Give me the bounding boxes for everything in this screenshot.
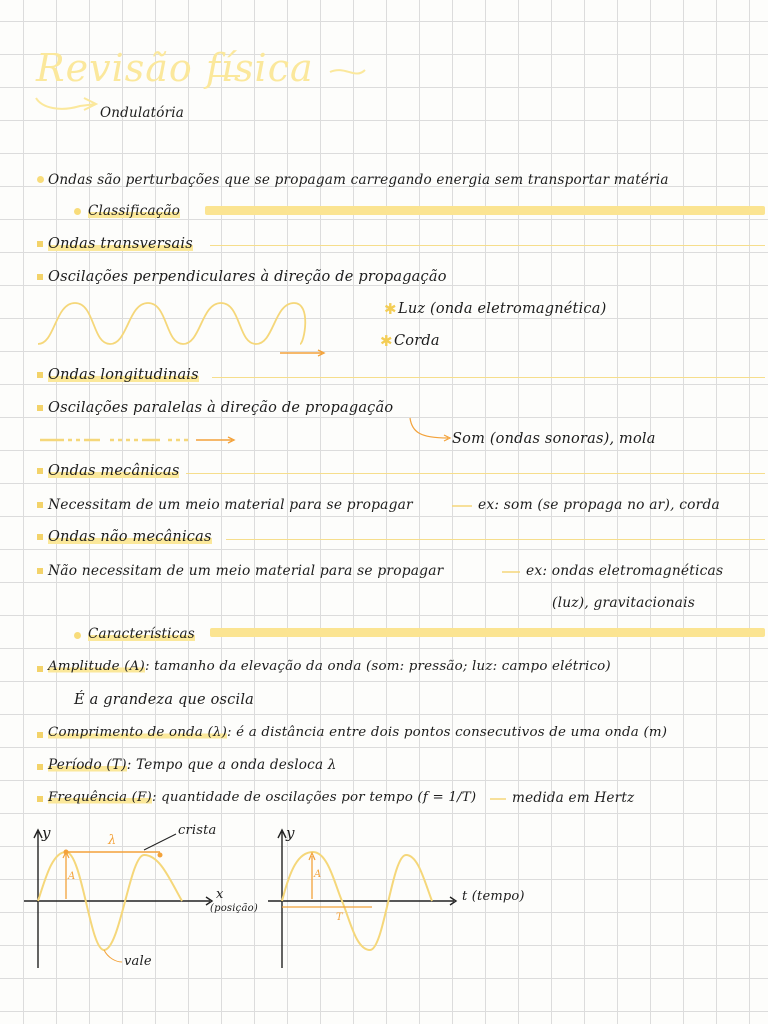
- example-som-mola: Som (ondas sonoras), mola: [452, 431, 656, 447]
- frequencia-label: Frequência (F): [48, 790, 152, 805]
- heading-rule: [226, 539, 765, 540]
- graph2-y-label: y: [286, 824, 295, 842]
- heading-nao-mecanicas: Ondas não mecânicas: [48, 529, 212, 545]
- periodo-label: Período (T): [48, 757, 127, 773]
- bullet: [37, 502, 43, 508]
- frequencia-desc: : quantidade de oscilações por tempo (f = 1/T): [151, 790, 477, 805]
- bullet: [74, 208, 81, 215]
- graph1-amp-label: A: [68, 871, 76, 882]
- comprimento-label: Comprimento de onda (λ): [48, 725, 227, 740]
- periodo-line: [48, 756, 337, 774]
- subtitle: Ondulatória: [100, 105, 185, 121]
- mecanicas-desc: Necessitam de um meio material para se propagar: [48, 497, 413, 513]
- nao-mecanicas-example-2: (luz), gravitacionais: [552, 595, 695, 611]
- heading-transversais: Ondas transversais: [48, 236, 193, 252]
- graph2-x-label: t (tempo): [462, 889, 525, 904]
- bullet: [37, 241, 43, 247]
- graph2-amp-label: A: [314, 869, 322, 880]
- bullet: [37, 274, 43, 280]
- example-luz: Luz (onda eletromagnética): [398, 301, 607, 317]
- graph1-vale-label: vale: [124, 954, 152, 969]
- section-caracteristicas: Características: [88, 626, 195, 642]
- nao-mecanicas-example-1: ex: ondas eletromagnéticas: [526, 563, 724, 579]
- heading-mecanicas: Ondas mecânicas: [48, 463, 180, 479]
- heading-longitudinais: Ondas longitudinais: [48, 367, 199, 383]
- bullet: [37, 468, 43, 474]
- bullet: [37, 372, 43, 378]
- section-bar: [205, 206, 765, 215]
- amplitude-note: É a grandeza que oscila: [74, 692, 255, 708]
- star-icon: ✱: [384, 300, 397, 318]
- mecanicas-example: ex: som (se propaga no ar), corda: [478, 497, 720, 513]
- longitudinais-desc: Oscilações paralelas à direção de propagação: [48, 400, 394, 416]
- bullet: [37, 796, 43, 802]
- graph1-crista-label: crista: [178, 823, 217, 838]
- section-bar: [210, 628, 765, 637]
- amplitude-desc: : tamanho da elevação da onda (som: pressão; luz: campo elétrico): [144, 659, 611, 674]
- bullet: [37, 176, 44, 183]
- periodo-desc: : Tempo que a onda desloca λ: [126, 757, 337, 773]
- nao-mecanicas-desc: Não necessitam de um meio material para se propagar: [48, 563, 444, 579]
- example-corda: Corda: [394, 333, 440, 349]
- bullet: [37, 534, 43, 540]
- bullet: [37, 666, 43, 672]
- definition-text: Ondas são perturbações que se propagam carregando energia sem transportar matéria: [48, 172, 669, 188]
- frequencia-line: [48, 789, 476, 807]
- transversais-desc: Oscilações perpendiculares à direção de propagação: [48, 269, 447, 285]
- graph1-x-sub: (posição): [210, 903, 258, 914]
- heading-rule: [210, 245, 765, 246]
- graph2-period-label: T: [336, 912, 343, 923]
- comprimento-line: [48, 724, 667, 742]
- frequencia-unit: medida em Hertz: [512, 790, 635, 806]
- bullet: [74, 632, 81, 639]
- amplitude-line: [48, 658, 611, 676]
- star-icon: ✱: [380, 332, 393, 350]
- bullet: [37, 764, 43, 770]
- amplitude-label: Amplitude (A): [48, 659, 145, 674]
- heading-rule: [186, 473, 765, 474]
- heading-rule: [212, 377, 765, 378]
- graph1-lambda-label: λ: [108, 833, 117, 848]
- section-classificacao: Classificação: [88, 203, 181, 219]
- graph1-x-label: x: [216, 887, 224, 902]
- bullet: [37, 732, 43, 738]
- bullet: [37, 405, 43, 411]
- comprimento-desc: : é a distância entre dois pontos consecutivos de uma onda (m): [227, 725, 668, 740]
- bullet: [37, 568, 43, 574]
- page-title: Revisão física: [36, 46, 314, 90]
- graph1-y-label: y: [42, 824, 51, 842]
